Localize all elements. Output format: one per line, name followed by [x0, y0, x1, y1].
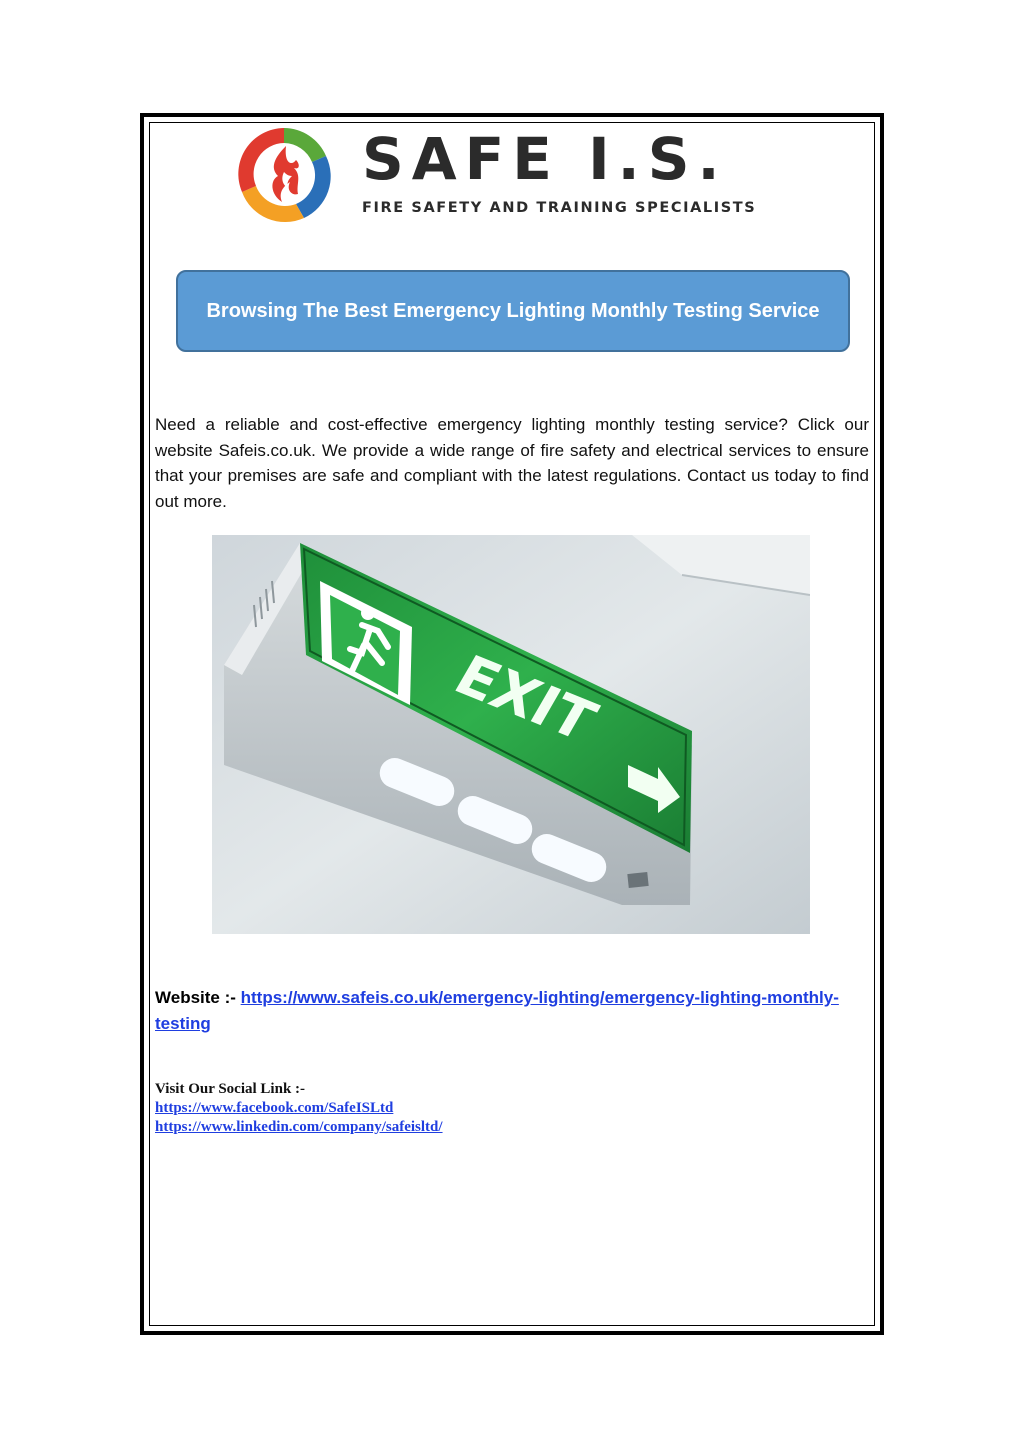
exit-sign-illustration — [212, 535, 810, 934]
exit-sign-photo — [212, 535, 810, 934]
intro-paragraph: Need a reliable and cost-effective emergency lighting monthly testing service? Click our website Safeis.co.uk. We provide a wide range of fire safety and electrical services to ensure that your premises are safe and compliant with the latest regulations. Contact us today to find out more. — [155, 415, 869, 511]
logo-wordmark: SAFE I.S. — [362, 125, 728, 193]
website-line — [155, 985, 869, 1037]
logo-tagline: FIRE SAFETY AND TRAINING SPECIALISTS — [362, 200, 757, 216]
company-logo — [234, 124, 794, 228]
flame-logo-icon — [234, 124, 334, 226]
exit-sign-text: EXIT — [443, 644, 607, 754]
website-label: Website :- — [155, 988, 241, 1007]
website-link[interactable]: https://www.safeis.co.uk/emergency-lighting/emergency-lighting-monthly-testing — [155, 988, 839, 1033]
facebook-link[interactable]: https://www.facebook.com/SafeISLtd — [155, 1100, 394, 1116]
title-banner — [176, 270, 850, 352]
social-links — [155, 1080, 655, 1137]
linkedin-link[interactable]: https://www.linkedin.com/company/safeisltd/ — [155, 1119, 443, 1135]
page-title: Browsing The Best Emergency Lighting Monthly Testing Service — [206, 299, 820, 322]
social-label: Visit Our Social Link :- — [155, 1081, 306, 1097]
